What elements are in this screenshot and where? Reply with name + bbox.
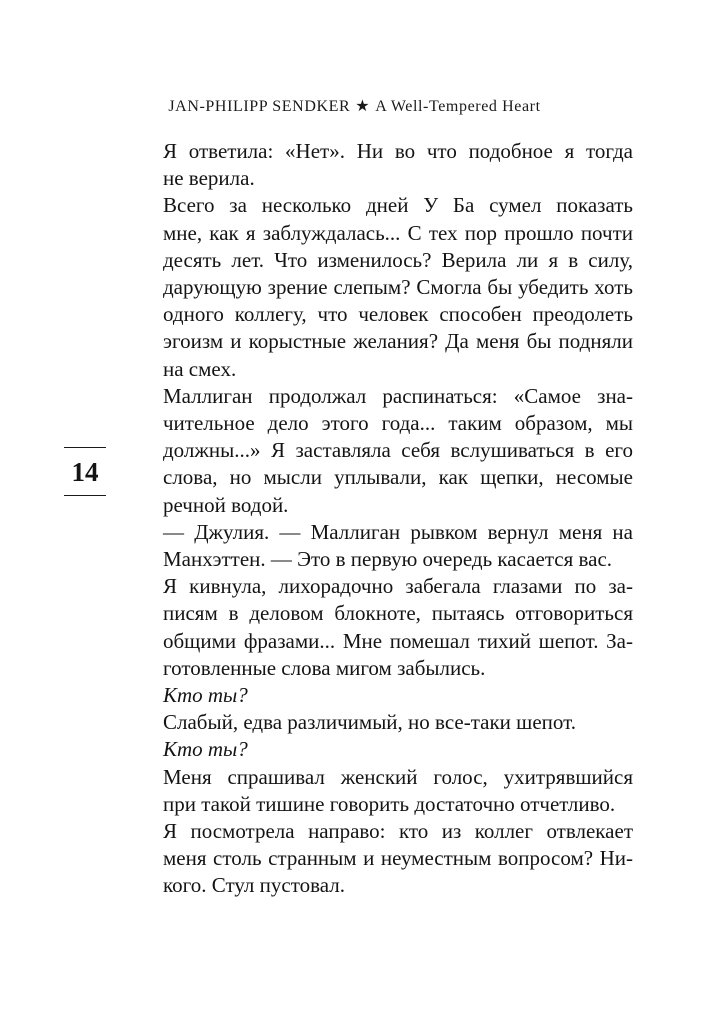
text-line: эгоизм и корыстные желания? Да меня бы подняли [163, 329, 633, 354]
folio-rule-bottom [64, 495, 106, 496]
paragraph [163, 138, 633, 192]
text-line: слова, но мысли уплывали, как щепки, несомые [163, 465, 633, 490]
page-number-block [64, 447, 106, 496]
paragraph [163, 519, 633, 573]
paragraph [163, 709, 633, 736]
paragraph [163, 383, 633, 519]
paragraph [163, 764, 633, 818]
page-number: 14 [71, 457, 99, 487]
text-line: Слабый, едва различимый, но все-таки шепот. [163, 710, 576, 735]
text-line: речной водой. [163, 492, 289, 517]
text-line: меня столь странным и неуместным вопросом? Ни- [163, 846, 633, 871]
text-line: не верила. [163, 166, 255, 191]
text-line: Меня спрашивал женский голос, ухитрявшийся [163, 764, 633, 789]
text-line: на смех. [163, 356, 237, 381]
text-line: чительное дело этого года... таким образом, мы [163, 411, 633, 436]
text-line: Я ответила: «Нет». Ни во что подобное я тогда [163, 139, 633, 163]
text-line: Я кивнула, лихорадочно забегала глазами по за- [163, 574, 633, 599]
text-line: Маллиган продолжал распинаться: «Самое зна- [163, 383, 633, 408]
text-line: должны...» Я заставляла себя вслушиваться в его [163, 438, 633, 463]
header-author: JAN-PHILIPP SENDKER [168, 98, 351, 115]
text-line: мне, как я заблуждалась... С тех пор прошло почти [163, 220, 633, 245]
text-line: дарующую зрение слепым? Смогла бы убедить хоть [163, 275, 633, 300]
body-text [163, 138, 633, 900]
text-line: готовленные слова мигом забылись. [163, 655, 486, 680]
header-book-title: A Well-Tempered Heart [375, 98, 541, 115]
text-line: Я посмотрела направо: кто из коллег отвлекает [163, 819, 633, 844]
running-header [0, 96, 709, 116]
text-line: Манхэттен. — Это в первую очередь касается вас. [163, 547, 613, 572]
text-line: одного коллегу, что человек способен преодолеть [163, 302, 633, 327]
paragraph [163, 192, 633, 382]
text-line: десять лет. Что изменилось? Верила ли я в силу, [163, 247, 633, 272]
paragraph [163, 818, 633, 900]
text-line: кого. Стул пустовал. [163, 873, 345, 898]
italic-paragraph [163, 682, 633, 709]
text-line: при такой тишине говорить достаточно отчетливо. [163, 791, 616, 816]
paragraph [163, 573, 633, 682]
text-line: писям в деловом блокноте, пытаясь отговориться [163, 601, 633, 626]
folio-rule-top [64, 447, 106, 448]
text-line: Всего за несколько дней У Ба сумел показать [163, 193, 633, 218]
italic-paragraph [163, 736, 633, 763]
star-separator-icon: ★ [355, 98, 371, 115]
text-line: Кто ты? [163, 737, 248, 762]
text-line: общими фразами... Мне помешал тихий шепот. За- [163, 628, 633, 653]
text-line: Кто ты? [163, 683, 248, 708]
text-line: — Джулия. — Маллиган рывком вернул меня на [163, 519, 633, 544]
